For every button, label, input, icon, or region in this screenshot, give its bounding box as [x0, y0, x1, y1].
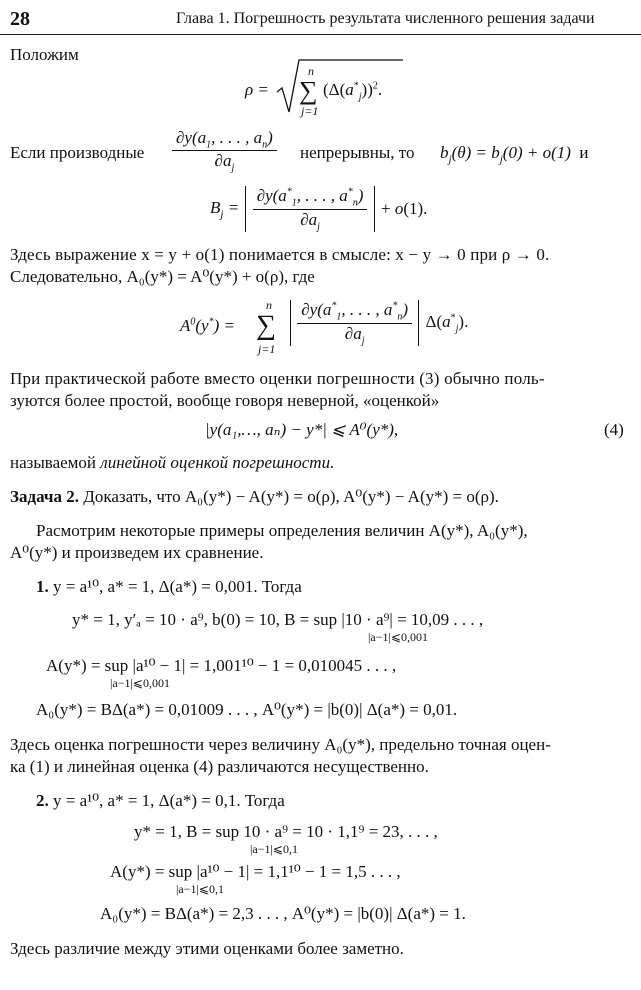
- example-1-eq2: A(y*) = sup |a¹⁰ − 1| = 1,001¹⁰ − 1 = 0,010045 . . . ,: [46, 656, 397, 675]
- paragraph-linear-estimate: [10, 452, 334, 474]
- task-text: Доказать, что A₀(y*) − A(y*) = o(ρ), A⁰(y*) − A(y*) = o(ρ).: [83, 487, 499, 506]
- paragraph-polozhim: Положим: [10, 45, 79, 64]
- page-number: 28: [10, 8, 30, 30]
- example-1-text: y = a¹⁰, a* = 1, Δ(a*) = 0,001. Тогда: [53, 577, 302, 596]
- example-2-eq2: A(y*) = sup |a¹⁰ − 1| = 1,1¹⁰ − 1 = 1,5 . . . ,: [110, 862, 401, 881]
- paragraph-expression-line1: Здесь выражение x = y + o(1) понимается в смысле: x − y → 0 при ρ → 0.: [10, 245, 550, 264]
- text-nepreryvny: непрерывны, то: [300, 143, 415, 162]
- equation-bj-theta: $b_j(\theta) = b_j(0) + o(1)$ и: [440, 143, 589, 166]
- equation-Bj: $B_j$ = $\frac{\partial y(a^*_1, . . . , a^*_n)}{\partial a_j}$ + o(1).: [210, 186, 428, 232]
- text-nazyvaemoy: называемой: [10, 453, 97, 472]
- fraction-dy-daj: $\frac{\partial y(a_1, . . . , a_n)}{\partial a_j}$: [172, 128, 277, 174]
- equation-A0-sum: $A^0(y^*)$ = ∑ n j=1 $\frac{\partial y(a^*_1, . . . , a^*_n)}{\partial a_j}$ $\Delta(a^*_j)$.: [180, 298, 469, 356]
- header-rule: [0, 34, 641, 35]
- task-2: [10, 486, 499, 508]
- paragraph-examples-line1: Расмотрим некоторые примеры определения величин A(y*), A₀(y*),: [36, 521, 528, 540]
- example-1-eq3: A₀(y*) = BΔ(a*) = 0,01009 . . . , A⁰(y*) = |b(0)| Δ(a*) = 0,01.: [36, 700, 458, 719]
- equation-rho: ρ = ∑ n j=1 $(\Delta(a^*_j))^2$.: [245, 58, 405, 120]
- paragraph-comparison1-line2: ка (1) и линейная оценка (4) различаются несущественно.: [10, 757, 429, 776]
- example-1-sup-sub2: |a−1|⩽0,001: [110, 676, 170, 690]
- paragraph-examples-line2: A⁰(y*) и произведем их сравнение.: [10, 543, 264, 562]
- example-1-number: 1.: [36, 577, 49, 596]
- text-esli: Если производные: [10, 143, 145, 162]
- example-2-eq1: y* = 1, B = sup 10 · a⁹ = 10 · 1,1⁹ = 23, . . . ,: [134, 822, 438, 841]
- example-2-sup-sub1: |a−1|⩽0,1: [250, 842, 298, 856]
- example-2-heading: [36, 790, 285, 812]
- paragraph-practical-line2: зуются более простой, вообще говоря неверной, «оценкой»: [10, 391, 440, 410]
- example-1-eq1: y* = 1, y′ₐ = 10 · a⁹, b(0) = 10, B = sup |10 · a⁹| = 10,09 . . . ,: [72, 610, 484, 629]
- term-linear-estimate: линейной оценкой погрешности.: [100, 453, 335, 472]
- equation-4: |y(a₁,…, aₙ) − y*| ⩽ A⁰(y*),: [205, 420, 399, 439]
- task-label: Задача 2.: [10, 487, 79, 506]
- equation-4-number: (4): [604, 420, 624, 439]
- paragraph-comparison2: Здесь различие между этими оценками более заметно.: [10, 939, 404, 958]
- example-2-eq3: A₀(y*) = BΔ(a*) = 2,3 . . . , A⁰(y*) = |b(0)| Δ(a*) = 1.: [100, 904, 466, 923]
- example-2-sup-sub2: |a−1|⩽0,1: [176, 882, 224, 896]
- paragraph-practical-line1: При практической работе вместо оценки погрешности (3) обычно поль-: [10, 369, 545, 388]
- example-2-number: 2.: [36, 791, 49, 810]
- running-title: Глава 1. Погрешность результата численного решения задачи: [176, 10, 595, 27]
- example-1-heading: [36, 576, 302, 598]
- example-2-text: y = a¹⁰, a* = 1, Δ(a*) = 0,1. Тогда: [53, 791, 285, 810]
- paragraph-expression-line2: Следовательно, A₀(y*) = A⁰(y*) + o(ρ), где: [10, 267, 315, 286]
- example-1-sup-sub1: |a−1|⩽0,001: [368, 630, 428, 644]
- paragraph-comparison1-line1: Здесь оценка погрешности через величину A₀(y*), предельно точная оцен-: [10, 735, 551, 754]
